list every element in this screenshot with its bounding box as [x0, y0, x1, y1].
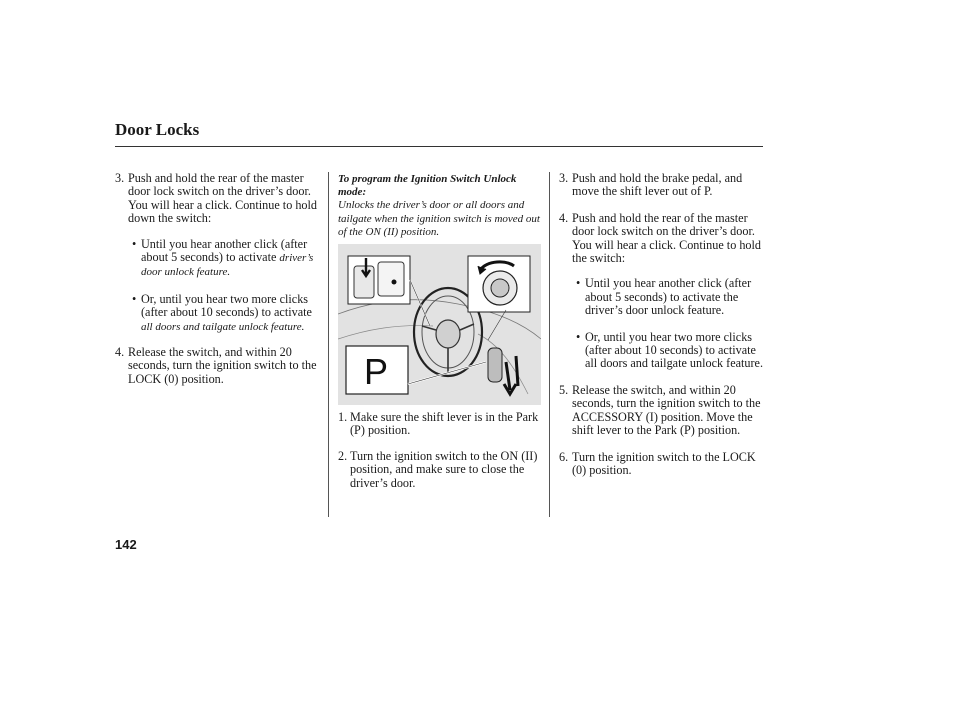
step-number: 3. — [559, 171, 569, 185]
program-heading: To program the Ignition Switch Unlock mode: — [338, 173, 517, 199]
middle-step-2 — [338, 450, 542, 490]
right-step-4 — [559, 212, 764, 266]
step-text: Push and hold the brake pedal, and move the shift lever out of P. — [572, 171, 743, 199]
bullet-text: Until you hear another click (after about 5 seconds) to activate — [141, 236, 308, 265]
step-number: 2. — [338, 448, 348, 463]
middle-column — [338, 173, 542, 239]
bullet-dot: • — [576, 276, 581, 291]
left-bullet-2 — [132, 291, 321, 334]
bullet-text: Until you hear another click (after about 5 seconds) to activate the driver’s door unlock feature. — [585, 276, 752, 318]
bullet-dot: • — [576, 329, 581, 344]
step-number: 1. — [338, 410, 348, 424]
program-intro: Unlocks the driver’s door or all doors and tailgate when the ignition switch is moved out of the ON (II) position. — [338, 199, 540, 238]
page-number: 142 — [115, 537, 137, 552]
bullet-italic-text: all doors and tailgate unlock feature — [141, 320, 302, 333]
bullet-text: Or, until you hear two more clicks (after about 10 seconds) to activate all doors and tailgate unlock feature. — [585, 329, 764, 371]
step-text: Turn the ignition switch to the ON (II) position, and make sure to close the driver’s door. — [350, 448, 538, 490]
bullet-text: Or, until you hear two more clicks (after about 10 seconds) to activate — [141, 291, 312, 320]
left-bullet-1 — [132, 236, 321, 280]
step-text: Push and hold the rear of the master door lock switch on the driver’s door. You will hear a click. Continue to hold the switch: — [572, 210, 762, 266]
bullet-period: . — [301, 320, 305, 333]
step-text: Release the switch, and within 20 seconds, turn the ignition switch to the ACCESSORY (I) position. Move the shift lever to the Park (P) position. — [572, 382, 761, 438]
right-step-6 — [559, 451, 764, 478]
right-step-3 — [559, 172, 764, 199]
right-step-5 — [559, 384, 764, 438]
right-column — [559, 172, 764, 477]
left-step-3 — [115, 172, 321, 226]
step-number: 6. — [559, 449, 569, 464]
right-bullet-2 — [576, 329, 764, 371]
bullet-period: . — [227, 266, 231, 279]
right-bullet-1 — [576, 276, 764, 318]
left-step-4 — [115, 346, 321, 386]
column-divider-right — [549, 172, 550, 517]
ignition-illustration — [338, 244, 541, 405]
step-number: 4. — [559, 210, 569, 225]
middle-step-1 — [338, 411, 542, 438]
middle-steps — [338, 411, 542, 490]
step-text: Release the switch, and within 20 seconds, turn the ignition switch to the LOCK (0) position. — [128, 345, 317, 386]
step-text: Make sure the shift lever is in the Park (P) position. — [350, 410, 539, 438]
step-number: 4. — [115, 345, 125, 360]
bullet-dot: • — [132, 291, 137, 306]
step-text: Turn the ignition switch to the LOCK (0) position. — [572, 449, 756, 477]
section-title: Door Locks — [115, 120, 200, 139]
title-underline — [115, 146, 763, 147]
step-number: 5. — [559, 382, 569, 397]
park-p-label: P — [364, 351, 389, 392]
left-column — [115, 172, 321, 386]
bullet-italic-text: driver’s door unlock feature — [141, 252, 314, 279]
column-divider-left — [328, 172, 329, 517]
step-number: 3. — [115, 171, 125, 185]
bullet-dot: • — [132, 236, 137, 251]
step-text: Push and hold the rear of the master door lock switch on the driver’s door. You will hear a click. Continue to hold down the switch: — [128, 171, 318, 226]
dashboard-drawing — [338, 244, 541, 405]
